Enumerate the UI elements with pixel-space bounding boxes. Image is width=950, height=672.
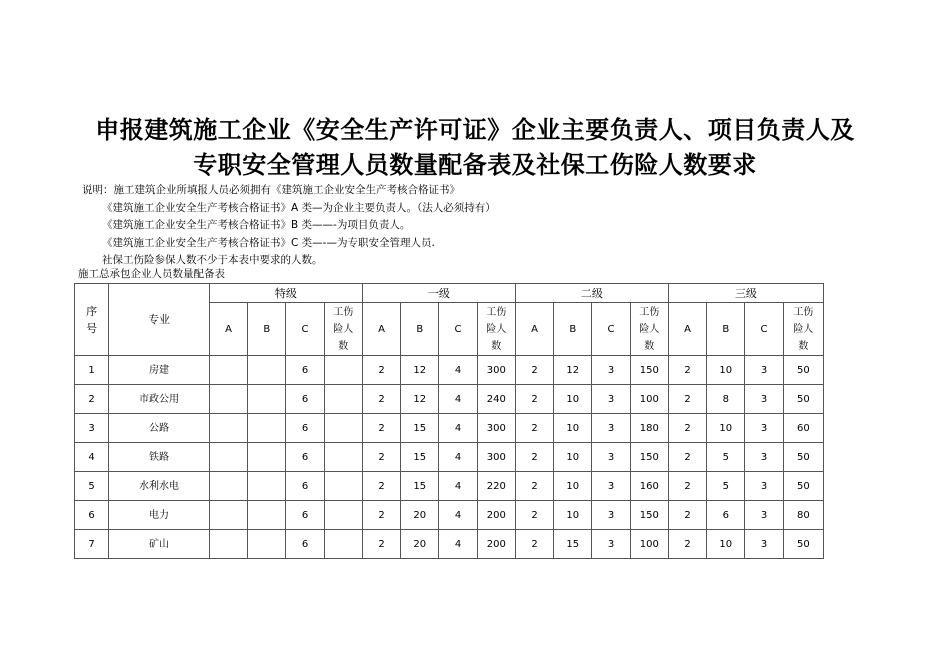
table-row (75, 356, 824, 385)
header-injury-insurance-label: 工伤险人数 (486, 306, 507, 352)
header-cert-b: B (707, 303, 745, 356)
header-grade: 特级 (209, 284, 362, 303)
header-injury-insurance-count (630, 303, 668, 356)
table-cell: 6 (286, 472, 324, 501)
table-cell (248, 356, 286, 385)
header-seq (75, 284, 109, 356)
table-cell: 6 (707, 501, 745, 530)
table-cell: 12 (401, 356, 439, 385)
table-cell: 4 (439, 501, 477, 530)
table-cell (324, 530, 362, 559)
table-cell: 300 (477, 356, 515, 385)
table-cell: 3 (592, 414, 630, 443)
table-cell: 2 (362, 501, 400, 530)
table-cell (248, 443, 286, 472)
header-injury-insurance-count (324, 303, 362, 356)
table-cell: 10 (554, 472, 592, 501)
table-cell (209, 356, 247, 385)
table-cell: 20 (401, 501, 439, 530)
table-cell (324, 501, 362, 530)
table-cell: 2 (668, 414, 706, 443)
table-cell: 4 (439, 356, 477, 385)
header-row-grades (75, 284, 824, 303)
table-cell (324, 356, 362, 385)
table-cell: 3 (745, 501, 783, 530)
header-cert-b: B (401, 303, 439, 356)
table-cell: 240 (477, 385, 515, 414)
table-cell: 10 (554, 443, 592, 472)
row-number: 2 (75, 385, 109, 414)
table-cell: 100 (630, 530, 668, 559)
table-row (75, 501, 824, 530)
table-cell: 2 (668, 385, 706, 414)
table-cell: 200 (477, 501, 515, 530)
row-major: 水利水电 (109, 472, 210, 501)
header-major: 专业 (109, 284, 210, 356)
note-line: 《建筑施工企业安全生产考核合格证书》A 类—为企业主要负责人。（法人必须持有） (102, 201, 496, 214)
table-cell: 2 (362, 385, 400, 414)
table-cell: 50 (783, 356, 823, 385)
table-row (75, 530, 824, 559)
table-cell: 2 (362, 356, 400, 385)
row-number: 6 (75, 501, 109, 530)
table-cell: 60 (783, 414, 823, 443)
table-cell (209, 501, 247, 530)
header-grade: 二级 (515, 284, 668, 303)
table-cell: 10 (554, 501, 592, 530)
table-cell: 2 (362, 472, 400, 501)
header-cert-c: C (286, 303, 324, 356)
row-major: 电力 (109, 501, 210, 530)
table-row (75, 443, 824, 472)
table-cell: 6 (286, 501, 324, 530)
table-cell: 180 (630, 414, 668, 443)
table-cell: 3 (745, 530, 783, 559)
table-cell: 2 (668, 472, 706, 501)
table-cell: 2 (362, 443, 400, 472)
table-cell (248, 472, 286, 501)
header-cert-b: B (554, 303, 592, 356)
table-cell: 20 (401, 530, 439, 559)
table-cell: 2 (362, 530, 400, 559)
document-title-line-2: 专职安全管理人员数量配备表及社保工伤险人数要求 (193, 151, 757, 179)
table-cell (324, 443, 362, 472)
table-cell: 3 (745, 443, 783, 472)
table-cell (209, 443, 247, 472)
header-injury-insurance-count (783, 303, 823, 356)
table-cell: 3 (592, 530, 630, 559)
table-cell: 220 (477, 472, 515, 501)
table-cell: 150 (630, 356, 668, 385)
header-injury-insurance-label: 工伤险人数 (639, 306, 660, 352)
header-seq-label: 序号 (86, 304, 98, 335)
row-number: 1 (75, 356, 109, 385)
table-cell: 3 (592, 443, 630, 472)
table-cell: 2 (515, 385, 553, 414)
header-cert-b: B (248, 303, 286, 356)
table-cell (324, 385, 362, 414)
table-cell: 3 (745, 385, 783, 414)
table-cell (209, 530, 247, 559)
table-cell (248, 385, 286, 414)
table-cell: 2 (515, 472, 553, 501)
table-cell: 50 (783, 443, 823, 472)
table-cell: 6 (286, 443, 324, 472)
table-cell: 15 (554, 530, 592, 559)
header-cert-a: A (362, 303, 400, 356)
table-cell: 50 (783, 385, 823, 414)
note-line: 社保工伤险参保人数不少于本表中要求的人数。 (102, 254, 323, 267)
row-number: 3 (75, 414, 109, 443)
table-cell: 12 (554, 356, 592, 385)
table-cell (248, 501, 286, 530)
table-cell: 2 (668, 356, 706, 385)
notes-block (82, 182, 496, 270)
table-cell: 160 (630, 472, 668, 501)
table-body (75, 356, 824, 559)
table-cell: 10 (554, 385, 592, 414)
table-cell: 3 (745, 472, 783, 501)
table-cell: 2 (515, 501, 553, 530)
table-cell: 6 (286, 385, 324, 414)
table-cell: 5 (707, 443, 745, 472)
table-cell: 2 (515, 356, 553, 385)
row-number: 7 (75, 530, 109, 559)
table-cell: 6 (286, 356, 324, 385)
header-injury-insurance-label: 工伤险人数 (793, 306, 814, 352)
table-cell: 10 (707, 530, 745, 559)
table-cell: 3 (592, 472, 630, 501)
header-cert-a: A (209, 303, 247, 356)
note-line: 《建筑施工企业安全生产考核合格证书》B 类——-为项目负责人。 (102, 219, 411, 232)
header-cert-a: A (515, 303, 553, 356)
table-cell: 3 (745, 414, 783, 443)
row-major: 铁路 (109, 443, 210, 472)
header-injury-insurance-count (477, 303, 515, 356)
header-grade: 三级 (668, 284, 823, 303)
table-cell: 2 (668, 501, 706, 530)
row-major: 房建 (109, 356, 210, 385)
table-cell (209, 385, 247, 414)
table-cell: 150 (630, 443, 668, 472)
table-cell: 4 (439, 385, 477, 414)
table-cell: 15 (401, 443, 439, 472)
table-cell: 80 (783, 501, 823, 530)
table-cell: 5 (707, 472, 745, 501)
table-cell: 10 (707, 356, 745, 385)
table-cell: 15 (401, 414, 439, 443)
table-cell: 2 (362, 414, 400, 443)
table-cell: 50 (783, 472, 823, 501)
table-cell: 3 (592, 356, 630, 385)
note-line: 《建筑施工企业安全生产考核合格证书》C 类—-—为专职安全管理人员. (102, 236, 435, 249)
table-cell: 4 (439, 472, 477, 501)
header-injury-insurance-label: 工伤险人数 (333, 306, 354, 352)
row-number: 4 (75, 443, 109, 472)
table-cell: 2 (668, 443, 706, 472)
table-cell (324, 414, 362, 443)
table-cell (248, 414, 286, 443)
table-cell: 3 (592, 385, 630, 414)
table-cell (324, 472, 362, 501)
table-cell: 12 (401, 385, 439, 414)
table-cell (209, 472, 247, 501)
table-cell: 3 (592, 501, 630, 530)
table-cell: 4 (439, 443, 477, 472)
table-cell: 2 (515, 443, 553, 472)
table-cell: 2 (515, 414, 553, 443)
table-cell: 6 (286, 530, 324, 559)
table-cell: 100 (630, 385, 668, 414)
table-cell: 6 (286, 414, 324, 443)
table-row (75, 385, 824, 414)
table-cell: 8 (707, 385, 745, 414)
row-major: 矿山 (109, 530, 210, 559)
header-cert-c: C (745, 303, 783, 356)
staffing-table (74, 283, 824, 559)
table-cell (248, 530, 286, 559)
header-cert-a: A (668, 303, 706, 356)
table-cell: 4 (439, 530, 477, 559)
row-number: 5 (75, 472, 109, 501)
table-cell: 2 (668, 530, 706, 559)
table-cell: 300 (477, 443, 515, 472)
table-cell: 200 (477, 530, 515, 559)
header-cert-c: C (439, 303, 477, 356)
table-cell: 3 (745, 356, 783, 385)
header-cert-c: C (592, 303, 630, 356)
table-cell: 15 (401, 472, 439, 501)
table-cell: 2 (515, 530, 553, 559)
table-cell: 10 (707, 414, 745, 443)
document-title-line-1: 申报建筑施工企业《安全生产许可证》企业主要负责人、项目负责人及 (95, 116, 855, 144)
table-cell: 4 (439, 414, 477, 443)
note-line: 说明：施工建筑企业所填报人员必须拥有《建筑施工企业安全生产考核合格证书》 (82, 184, 460, 196)
table-cell: 300 (477, 414, 515, 443)
table-cell: 50 (783, 530, 823, 559)
table-cell (209, 414, 247, 443)
table-row (75, 414, 824, 443)
table-cell: 150 (630, 501, 668, 530)
table-caption: 施工总承包企业人员数量配备表 (78, 268, 225, 280)
row-major: 公路 (109, 414, 210, 443)
table-cell: 10 (554, 414, 592, 443)
row-major: 市政公用 (109, 385, 210, 414)
header-grade: 一级 (362, 284, 515, 303)
table-row (75, 472, 824, 501)
